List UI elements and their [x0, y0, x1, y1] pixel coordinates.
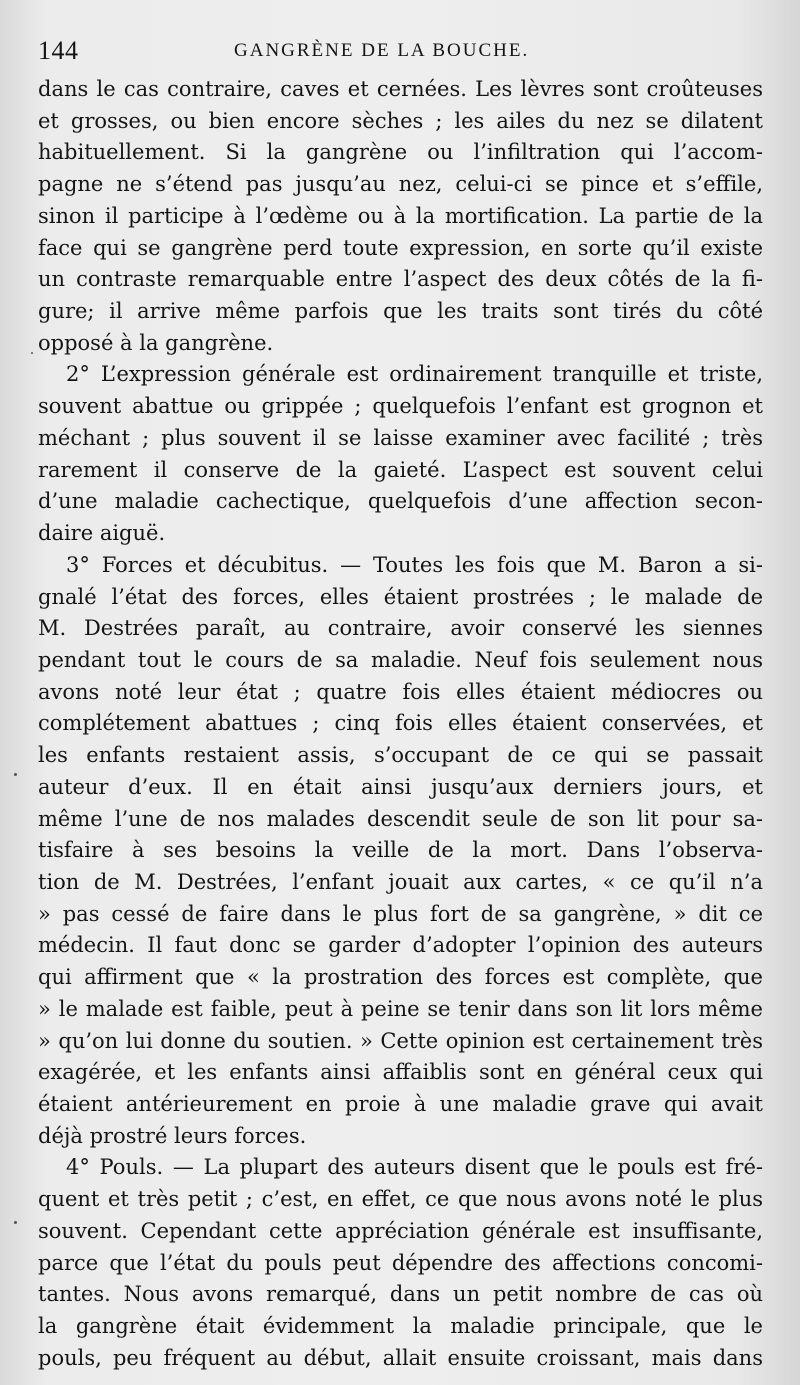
- text-line-26: tion de M. Destrées, l’enfant jouait aux cartes, « ce qu’il n’a: [38, 869, 763, 894]
- text-line-41: pouls, peu fréquent au début, allait ensuite croissant, mais dans: [38, 1345, 763, 1370]
- text-line-25: tisfaire à ses besoins la veille de la mort. Dans l’observa-: [38, 838, 763, 863]
- text-line-18: M. Destrées paraît, au contraire, avoir conservé les siennes: [38, 616, 763, 641]
- text-line-32: exagérée, et les enfants ainsi affaiblis sont en général ceux qui: [38, 1060, 763, 1085]
- text-line-24: même l’une de nos malades descendit seule de son lit pour sa-: [38, 806, 763, 831]
- text-line-30: » le malade est faible, peut à peine se tenir dans son lit lors même: [38, 996, 763, 1021]
- text-line-22: les enfants restaient assis, s’occupant de ce qui se passait: [38, 743, 763, 768]
- text-line-36: quent et très petit ; c’est, en effet, ce que nous avons noté le plus: [38, 1187, 763, 1212]
- speck-mark: [14, 1221, 17, 1224]
- text-line-17: gnalé l’état des forces, elles étaient prostrées ; le malade de: [38, 584, 763, 609]
- text-line-33: étaient antérieurement en proie à une maladie grave qui avait: [38, 1092, 763, 1116]
- text-line-3: habituellement. Si la gangrène ou l’infiltration qui l’accom-: [38, 140, 763, 165]
- text-line-10: 2° L’expression générale est ordinairement tranquille et triste,: [66, 362, 763, 387]
- page-header: [38, 36, 760, 70]
- text-line-7: un contraste remarquable entre l’aspect des deux côtés de la fi-: [38, 267, 763, 292]
- body-text: [38, 74, 763, 1374]
- text-line-4: pagne ne s’étend pas jusqu’au nez, celui-ci se pince et s’effile,: [38, 172, 763, 197]
- page-number: 144: [38, 36, 79, 65]
- text-line-11: souvent abattue ou grippée ; quelquefois l’enfant est grognon et: [38, 394, 763, 419]
- text-line-14: d’une maladie cachectique, quelquefois d’une affection secon-: [38, 489, 763, 514]
- text-line-16: 3° Forces et décubitus. — Toutes les fois que M. Baron a si-: [66, 552, 763, 577]
- text-line-29: qui affirment que « la prostration des forces est complète, que: [38, 965, 763, 990]
- text-line-39: tantes. Nous avons remarqué, dans un petit nombre de cas où: [38, 1282, 763, 1307]
- text-line-15: daire aiguë.: [38, 521, 166, 546]
- running-title: GANGRÈNE DE LA BOUCHE.: [234, 40, 530, 61]
- text-line-6: face qui se gangrène perd toute expression, en sorte qu’il existe: [38, 235, 763, 260]
- text-line-35: 4° Pouls. — La plupart des auteurs disent que le pouls est fré-: [66, 1155, 763, 1180]
- text-line-5: sinon il participe à l’œdème ou à la mortification. La partie de la: [38, 203, 763, 228]
- text-line-1: dans le cas contraire, caves et cernées. Les lèvres sont croûteuses: [38, 77, 763, 101]
- text-line-27: » pas cessé de faire dans le plus fort de sa gangrène, » dit ce: [38, 901, 763, 926]
- speck-mark: [31, 352, 33, 354]
- text-line-19: pendant tout le cours de sa maladie. Neuf fois seulement nous: [38, 647, 763, 672]
- text-line-13: rarement il conserve de la gaieté. L’aspect est souvent celui: [38, 457, 763, 482]
- text-line-28: médecin. Il faut donc se garder d’adopter l’opinion des auteurs: [38, 933, 763, 958]
- text-line-40: la gangrène était évidemment la maladie principale, que le: [38, 1314, 763, 1339]
- text-line-38: parce que l’état du pouls peut dépendre des affections concomi-: [38, 1250, 763, 1275]
- speck-mark: [14, 773, 17, 776]
- text-line-37: souvent. Cependant cette appréciation générale est insuffisante,: [38, 1218, 763, 1243]
- text-line-9: opposé à la gangrène.: [38, 330, 274, 355]
- text-line-31: » qu’on lui donne du soutien. » Cette opinion est certainement très: [38, 1028, 763, 1053]
- text-line-12: méchant ; plus souvent il se laisse examiner avec facilité ; très: [38, 425, 763, 450]
- text-line-21: complétement abattues ; cinq fois elles étaient conservées, et: [38, 711, 763, 736]
- text-line-2: et grosses, ou bien encore sèches ; les ailes du nez se dilatent: [38, 108, 763, 133]
- text-line-23: auteur d’eux. Il en était ainsi jusqu’aux derniers jours, et: [38, 774, 763, 799]
- text-line-8: gure; il arrive même parfois que les traits sont tirés du côté: [38, 299, 763, 324]
- text-line-34: déjà prostré leurs forces.: [38, 1123, 307, 1148]
- text-line-20: avons noté leur état ; quatre fois elles étaient médiocres ou: [38, 679, 763, 704]
